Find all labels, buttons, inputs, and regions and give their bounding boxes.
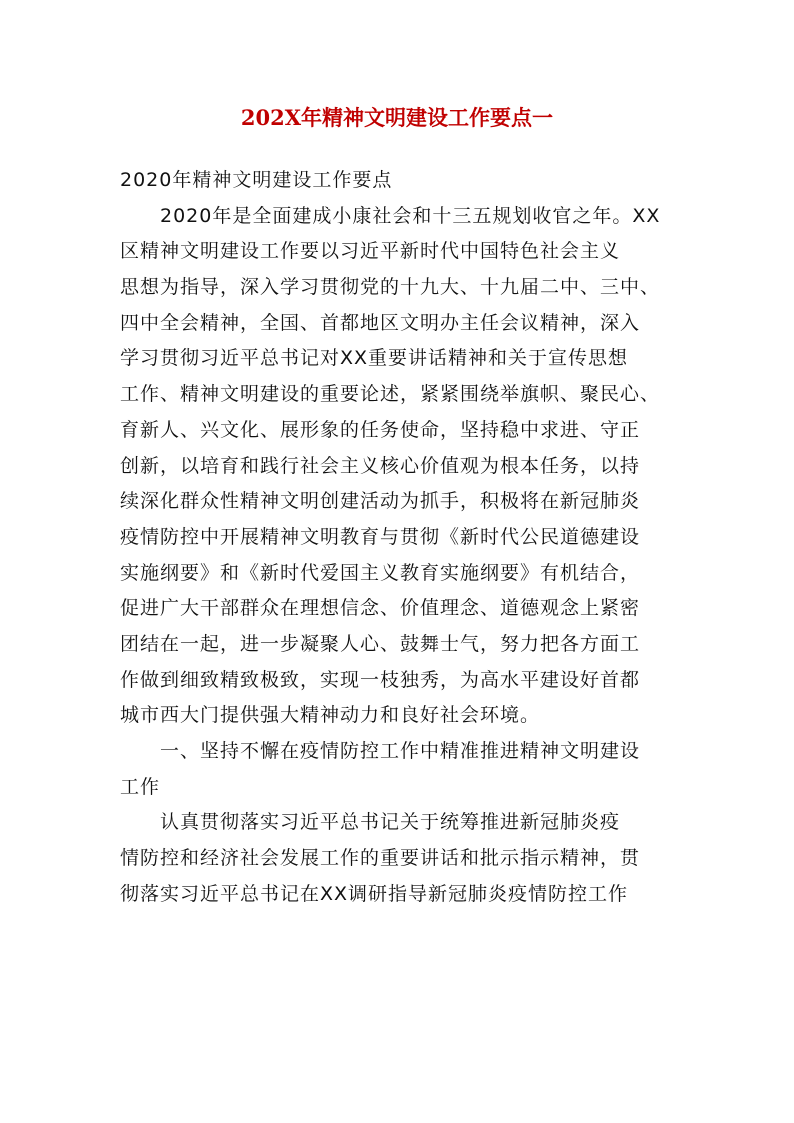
text-line: 2020年精神文明建设工作要点 [120, 169, 393, 191]
text-line: 区精神文明建设工作要以习近平新时代中国特色社会主义 [120, 240, 621, 263]
text-line: 疫情防控中开展精神文明教育与贯彻《新时代公民道德建设 [120, 525, 641, 548]
text-line: 工作 [120, 775, 161, 798]
text-line: 作做到细致精致极致，实现一枝独秀，为高水平建设好首都 [120, 668, 641, 691]
text-line: 工作、精神文明建设的重要论述，紧紧围绕举旗帜、聚民心、 [120, 383, 661, 406]
text-line: 团结在一起，进一步凝聚人心、鼓舞士气，努力把各方面工 [120, 632, 641, 655]
document-body [120, 163, 680, 912]
text-line: 认真贯彻落实习近平总书记关于统筹推进新冠肺炎疫 [160, 811, 621, 834]
text-line: 续深化群众性精神文明创建活动为抓手，积极将在新冠肺炎 [120, 490, 641, 513]
text-line: 创新，以培育和践行社会主义核心价值观为根本任务，以持 [120, 454, 641, 477]
text-line: 实施纲要》和《新时代爱国主义教育实施纲要》有机结合， [120, 561, 641, 584]
text-line: 城市西大门提供强大精神动力和良好社会环境。 [120, 704, 541, 727]
text-line: 学习贯彻习近平总书记对XX重要讲话精神和关于宣传思想 [120, 347, 629, 370]
text-line: 一、坚持不懈在疫情防控工作中精准推进精神文明建设 [160, 740, 641, 762]
text-line: 彻落实习近平总书记在XX调研指导新冠肺炎疫情防控工作 [120, 882, 629, 905]
text-line: 促进广大干部群众在理想信念、价值理念、道德观念上紧密 [120, 597, 641, 620]
text-line: 四中全会精神，全国、首都地区文明办主任会议精神，深入 [120, 311, 641, 334]
text-line: 情防控和经济社会发展工作的重要讲话和批示指示精神，贯 [120, 847, 641, 870]
text-line: 育新人、兴文化、展形象的任务使命，坚持稳中求进、守正 [120, 418, 641, 441]
text-line: 思想为指导，深入学习贯彻党的十九大、十九届二中、三中、 [120, 276, 661, 299]
text-line: 2020年是全面建成小康社会和十三五规划收官之年。XX [160, 204, 661, 227]
document-title: 202X年精神文明建设工作要点一 [240, 105, 554, 130]
